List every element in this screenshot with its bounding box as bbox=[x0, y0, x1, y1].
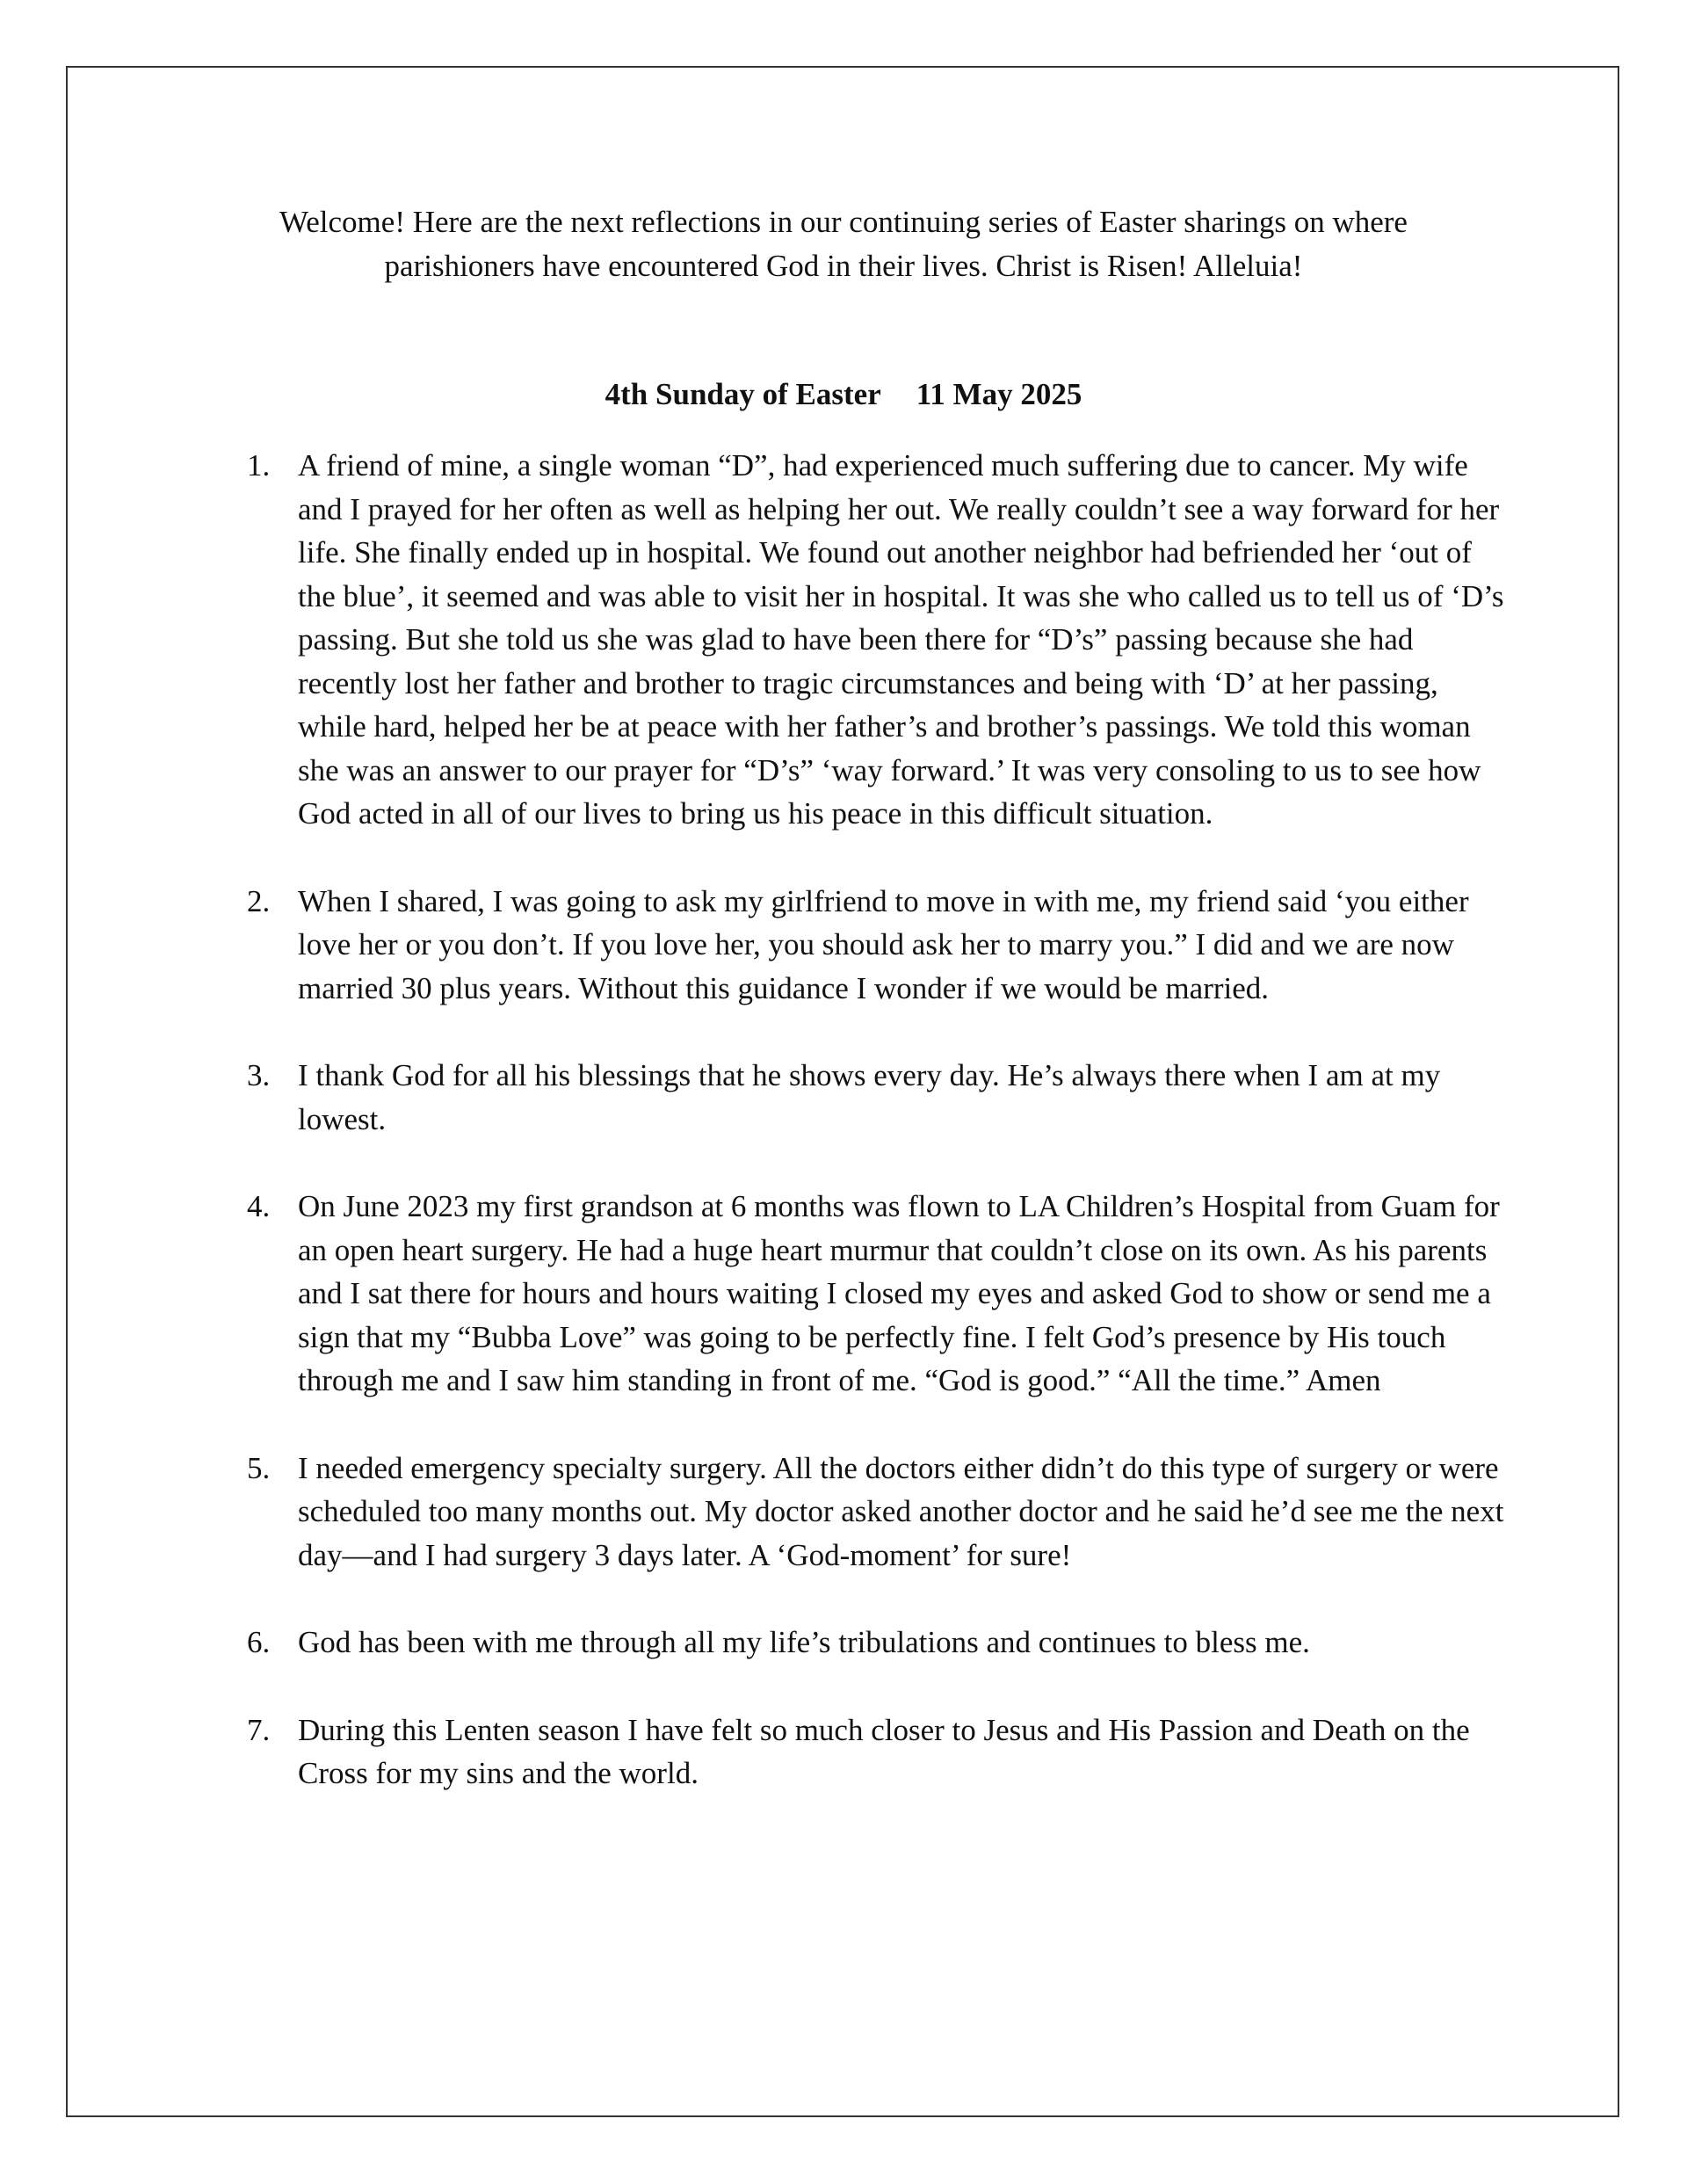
list-item bbox=[240, 1185, 1505, 1403]
item-number: 2. bbox=[247, 883, 271, 918]
list-item bbox=[240, 1054, 1505, 1141]
heading-date: 11 May 2025 bbox=[916, 377, 1082, 411]
item-text: I thank God for all his blessings that he shows every day. He’s always there when I am at my lowest. bbox=[298, 1058, 1441, 1136]
item-text: I needed emergency specialty surgery. All the doctors either didn’t do this type of surgery or were scheduled too many months out. My doctor asked another doctor and he said he’d see me the next day—and I had surgery 3 days later. A ‘God-moment’ for sure! bbox=[298, 1450, 1504, 1572]
item-number: 6. bbox=[247, 1625, 271, 1659]
item-text: On June 2023 my first grandson at 6 months was flown to LA Children’s Hospital from Guam for an open heart surgery. He had a huge heart murmur that couldn’t close on its own. As his parents and I sat there for hours and hours waiting I closed my eyes and asked God to show or send me a sign that my “Bubba Love” was going to be perfectly fine. I felt God’s presence by His touch through me and I saw him standing in front of me. “God is good.” “All the time.” Amen bbox=[298, 1189, 1500, 1397]
heading-title: 4th Sunday of Easter bbox=[605, 377, 881, 411]
item-number: 1. bbox=[247, 448, 271, 483]
item-text: A friend of mine, a single woman “D”, had experienced much suffering due to cancer. My wife and I prayed for her often as well as helping her out. We really couldn’t see a way forward for her life. She finally ended up in hospital. We found out another neighbor had befriended her ‘out of the blue’, it seemed and was able to visit her in hospital. It was she who called us to tell us of ‘D’s passing. But she told us she was glad to have been there for “D’s” passing because she had recently lost her father and brother to tragic circumstances and being with ‘D’ at her passing, while hard, helped her be at peace with her father’s and brother’s passings. We told this woman she was an answer to our prayer for “D’s” ‘way forward.’ It was very consoling to us to see how God acted in all of our lives to bring us his peace in this difficult situation. bbox=[298, 448, 1504, 831]
intro-line-2: parishioners have encountered God in their lives. Christ is Risen! Alleluia! bbox=[384, 249, 1303, 283]
item-number: 7. bbox=[247, 1712, 271, 1747]
list-item bbox=[240, 1447, 1505, 1578]
list-item bbox=[240, 444, 1505, 836]
reflection-list bbox=[240, 444, 1505, 1839]
item-number: 3. bbox=[247, 1058, 271, 1092]
list-item bbox=[240, 1709, 1505, 1796]
list-item bbox=[240, 1621, 1505, 1665]
list-item bbox=[240, 880, 1505, 1011]
section-heading bbox=[176, 375, 1511, 414]
item-text: During this Lenten season I have felt so much closer to Jesus and His Passion and Death on the Cross for my sins and the world. bbox=[298, 1712, 1470, 1790]
intro-paragraph bbox=[176, 200, 1511, 288]
item-text: God has been with me through all my life’s tribulations and continues to bless me. bbox=[298, 1625, 1310, 1659]
item-number: 4. bbox=[247, 1189, 271, 1223]
item-number: 5. bbox=[247, 1450, 271, 1485]
intro-line-1: Welcome! Here are the next reflections in our continuing series of Easter sharings on where bbox=[279, 205, 1408, 239]
item-text: When I shared, I was going to ask my girlfriend to move in with me, my friend said ‘you either love her or you don’t. If you love her, you should ask her to marry you.” I did and we are now married 30 plus years. Without this guidance I wonder if we would be married. bbox=[298, 883, 1469, 1005]
